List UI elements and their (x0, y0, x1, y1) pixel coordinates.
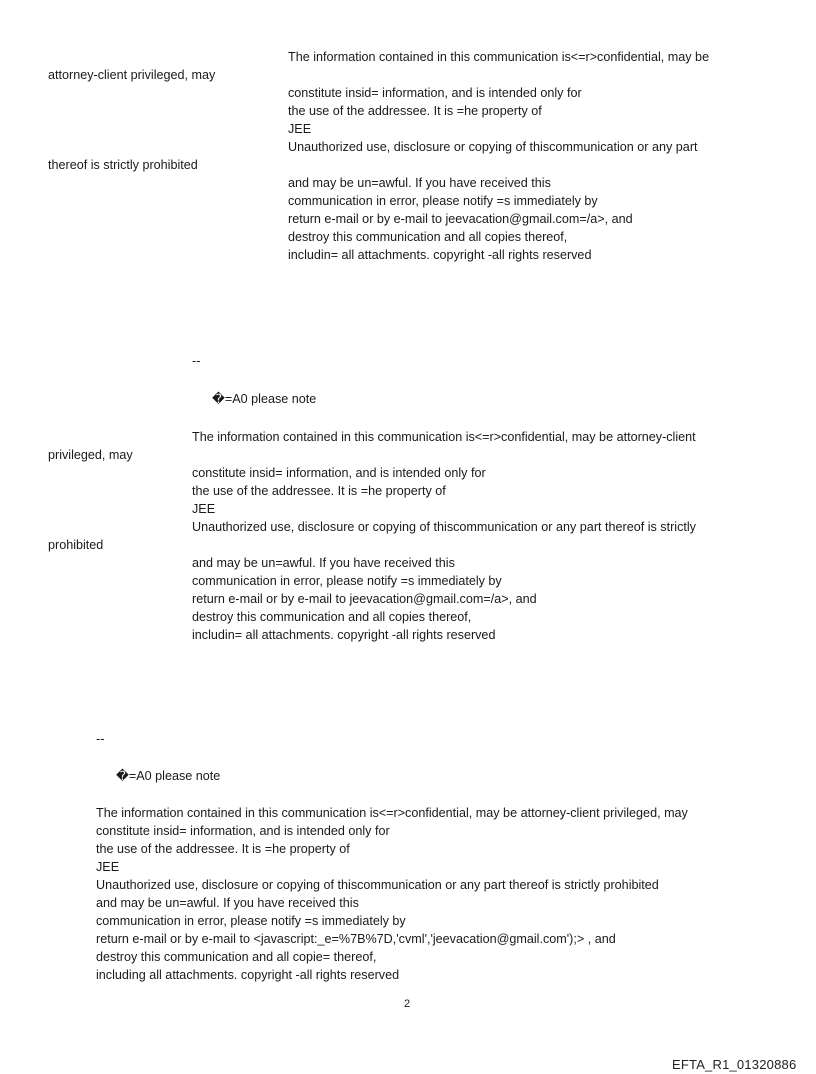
b2-line-4: the use of the addressee. It is =he property of (192, 484, 446, 498)
b2-line-5: JEE (192, 502, 216, 516)
page-number: 2 (404, 998, 411, 1010)
b1-line-9: communication in error, please notify =s immediately by (288, 194, 598, 208)
b3-separator: -- (96, 732, 105, 746)
b3-line-3: the use of the addressee. It is =he property of (96, 842, 350, 856)
b1-line-5: JEE (288, 122, 312, 136)
b2-separator: -- (192, 354, 201, 368)
b3-line-5: Unauthorized use, disclosure or copying of thiscommunication or any part thereof is strictly prohibited (96, 878, 659, 892)
b3-line-1: The information contained in this communication is<=r>confidential, may be attorney-client privileged, may (96, 806, 688, 820)
b3-please-note: �=A0 please note (116, 769, 221, 783)
b3-line-4: JEE (96, 860, 120, 874)
b1-line-6: Unauthorized use, disclosure or copying of thiscommunication or any part (288, 140, 698, 154)
b3-line-6: and may be un=awful. If you have received this (96, 896, 359, 910)
b2-line-10: return e-mail or by e-mail to jeevacation@gmail.com=/a>, and (192, 592, 537, 606)
b2-line-7: prohibited (48, 538, 104, 552)
b2-line-6: Unauthorized use, disclosure or copying of thiscommunication or any part thereof is strictly (192, 520, 696, 534)
b2-line-3: constitute insid= information, and is intended only for (192, 466, 486, 480)
b1-line-8: and may be un=awful. If you have received this (288, 176, 551, 190)
b2-line-11: destroy this communication and all copies thereof, (192, 610, 472, 624)
b1-line-3: constitute insid= information, and is intended only for (288, 86, 582, 100)
b3-line-8: return e-mail or by e-mail to <javascript:_e=%7B%7D,'cvml','jeevacation@gmail.com');> , and (96, 932, 616, 946)
b1-line-10: return e-mail or by e-mail to jeevacation@gmail.com=/a>, and (288, 212, 633, 226)
b1-line-12: includin= all attachments. copyright -all rights reserved (288, 248, 592, 262)
b3-line-2: constitute insid= information, and is intended only for (96, 824, 390, 838)
b2-please-note: �=A0 please note (212, 392, 317, 406)
b3-line-7: communication in error, please notify =s immediately by (96, 914, 406, 928)
b2-line-9: communication in error, please notify =s immediately by (192, 574, 502, 588)
b1-line-11: destroy this communication and all copies thereof, (288, 230, 568, 244)
b2-line-1: The information contained in this communication is<=r>confidential, may be attorney-client (192, 430, 696, 444)
b2-line-2: privileged, may (48, 448, 133, 462)
b1-line-2: attorney-client privileged, may (48, 68, 216, 82)
b1-line-4: the use of the addressee. It is =he property of (288, 104, 542, 118)
b2-line-8: and may be un=awful. If you have received this (192, 556, 455, 570)
b1-line-1: The information contained in this communication is<=r>confidential, may be (288, 50, 710, 64)
b3-line-9: destroy this communication and all copie= thereof, (96, 950, 377, 964)
b1-line-7: thereof is strictly prohibited (48, 158, 198, 172)
bates-number: EFTA_R1_01320886 (672, 1057, 797, 1072)
b2-line-12: includin= all attachments. copyright -all rights reserved (192, 628, 496, 642)
b3-line-10: including all attachments. copyright -all rights reserved (96, 968, 400, 982)
